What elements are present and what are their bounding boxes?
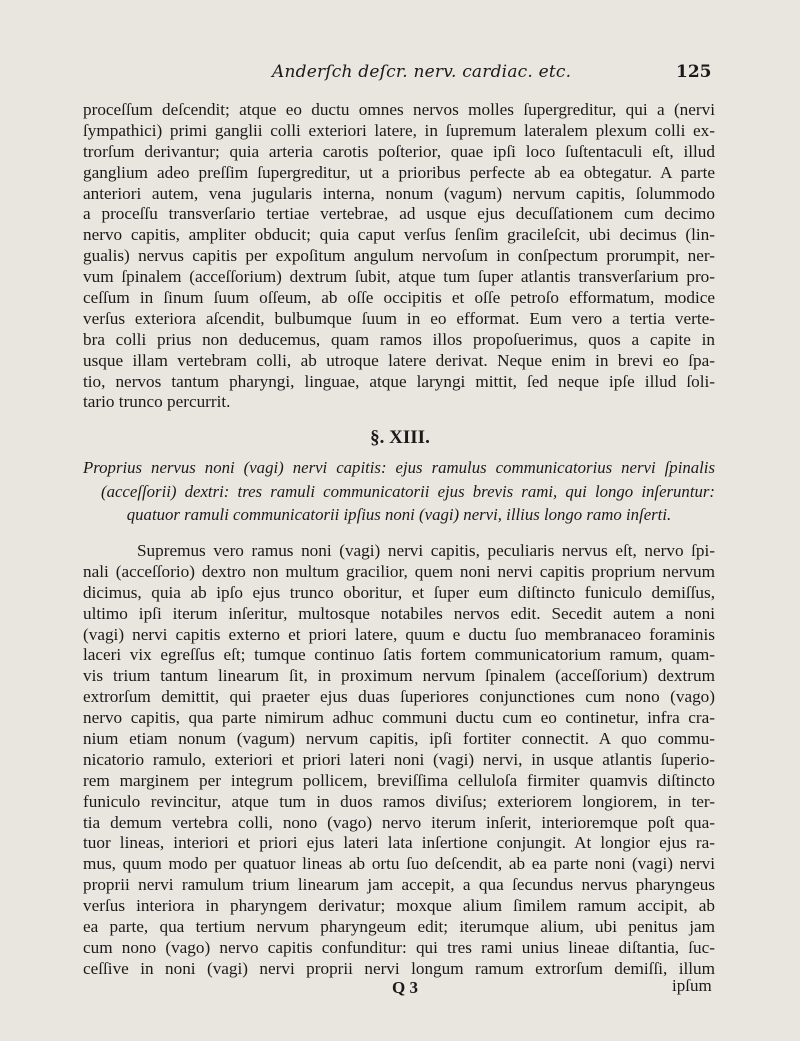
text-line: nium etiam nonum (vagum) nervum capitis, ipſi fortiter connectit. A quo commu- (83, 729, 715, 749)
text-line: anteriori autem, vena jugularis interna, nonum (vagum) nervum capitis, ſolummodo (83, 183, 715, 203)
text-line: (vagi) nervi capitis externo et priori latere, quum e ductu ſuo membranaceo foraminis (83, 624, 715, 644)
summary-line: Proprius nervus noni (vagi) nervi capitis: ejus ramulus communicatorius nervi ſpinalis (83, 458, 715, 477)
text-line: tio, nervos tantum pharyngi, linguae, atque laryngi mittit, ſed neque ipſe illud ſoli- (83, 371, 715, 391)
text-line: ultimo ipſi iterum inſeritur, multosque notabiles nervos edit. Secedit autem a noni (83, 603, 715, 623)
text-line: extrorſum demittit, qui praeter ejus duas ſuperiores conjunctiones cum nono (vago) (83, 687, 715, 707)
text-line: verſus interiora in pharyngem derivatur; moxque alium ſimilem ramum accipit, ab (83, 896, 715, 916)
text-line: usque illam vertebram colli, ab utroque latere derivat. Neque enim in brevi eo ſpa- (83, 350, 715, 370)
section-body (83, 541, 715, 980)
text-line: a proceſſu transverſario tertiae vertebrae, ad usque ejus decuſſationem cum decimo (83, 204, 715, 224)
text-line: Supremus vero ramus noni (vagi) nervi capitis, peculiaris nervus eſt, nervo ſpi- (137, 541, 715, 560)
catchword: ipſum (672, 976, 712, 995)
text-line: nali (acceſſorio) dextro non multum gracilior, quem noni nervi capitis proprium nervum (83, 561, 715, 581)
text-line: nervo capitis, ampliter obducit; quia caput verſus ſenſim gracileſcit, ubi decimus (lin- (83, 225, 715, 245)
text-line: laceri vix egreſſus eſt; tumque continuo ſatis fortem communicatorium ramum, quam- (83, 645, 715, 665)
text-line: tia demum vertebra colli, nono (vago) nervo iterum inſerit, interioremque poſt qua- (83, 812, 715, 832)
text-line: tario trunco percurrit. (83, 392, 231, 412)
printer-signature: Q 3 (392, 978, 418, 997)
text-line: ceſſive in noni (vagi) nervi proprii nervi longum ramum extrorſum demiſſi, illum (83, 958, 715, 978)
text-line: trorſum derivantur; quia arteria carotis poſterior, quae ipſi loco ſuſtentaculi eſt, illud (83, 141, 715, 161)
section-heading: §. XIII. (370, 427, 430, 448)
text-line: funiculo revincitur, atque tum in duos ramos diviſus; exteriorem longiorem, in ter- (83, 791, 715, 811)
running-title: Anderſch deſcr. nerv. cardiac. etc. (272, 62, 572, 82)
text-line: nicatorio ramulo, exteriori et priori lateri noni (vagi) nervi, in usque atlantis ſuperio- (83, 749, 715, 769)
running-head (0, 62, 800, 86)
text-line: proceſſum deſcendit; atque eo ductu omnes nervos molles ſupergreditur, qui a (nervi (83, 100, 715, 119)
text-line: mus, quum modo per quatuor lineas ab ortu ſuo deſcendit, ab ea parte noni (vagi) nervi (83, 854, 715, 874)
text-line: vis trium tantum linearum ſit, in proximum nervum ſpinalem (acceſſorium) dextrum (83, 666, 715, 686)
summary-line: (acceſſorii) dextri: tres ramuli communicatorii ejus brevis rami, qui longo inſeruntur: (101, 481, 715, 501)
text-line: ſympathici) primi ganglii colli exteriori latere, in ſupremum lateralem plexum colli ex- (83, 120, 715, 140)
summary-line: quatuor ramuli communicatorii ipſius noni (vagi) nervi, illius longo ramo inſerti. (126, 505, 672, 524)
text-line: vum ſpinalem (acceſſorium) dextrum ſubit, atque tum ſuper atlantis transverſarium pro- (83, 267, 715, 287)
text-line: proprii nervi ramulum trium linearum jam accepit, a qua ſecundus nervus pharyngeus (83, 875, 715, 895)
page-number: 125 (676, 62, 712, 82)
text-line: nervo capitis, qua parte nimirum adhuc communi ductu cum eo continetur, infra cra- (83, 708, 715, 728)
text-line: ceſſum in ſinum ſuum oſſeum, ab oſſe occipitis et oſſe petroſo efformatum, modice (83, 288, 715, 308)
text-line: verſus exteriora aſcendit, bulbumque ſuum in eo efformat. Eum vero a tertia verte- (83, 308, 715, 328)
text-line: ea parte, qua tertium nervum pharyngeum edit; iterumque alium, ubi penitus jam (83, 917, 715, 937)
paragraph-continuation (83, 100, 715, 413)
text-line: cum nono (vago) nervo capitis confunditur: qui tres rami unius lineae diſtantia, ſuc- (83, 937, 715, 957)
text-line: ganglium adeo preſſim ſupergreditur, ut a prioribus perfecte ab ea obtegatur. A parte (83, 162, 715, 182)
text-line: tuor lineas, interiori et priori ejus lateri lata inſertione conjungit. At longior ejus ra- (83, 833, 715, 853)
text-line: rem marginem per integrum pollicem, breviſſima celluloſa firmiter quamvis diſtincto (83, 770, 715, 790)
section-summary (83, 456, 715, 527)
text-line: gualis) nervus capitis per expoſitum angulum nervoſum in conſpectum prorumpit, ner- (83, 246, 715, 266)
text-line: bra colli prius non deducemus, quam ramos illos propoſuerimus, quos a capite in (83, 329, 715, 349)
text-line: dicimus, quia ab ipſo ejus trunco oboritur, et ſuper eum diſtincto funiculo demiſſus, (83, 582, 715, 602)
